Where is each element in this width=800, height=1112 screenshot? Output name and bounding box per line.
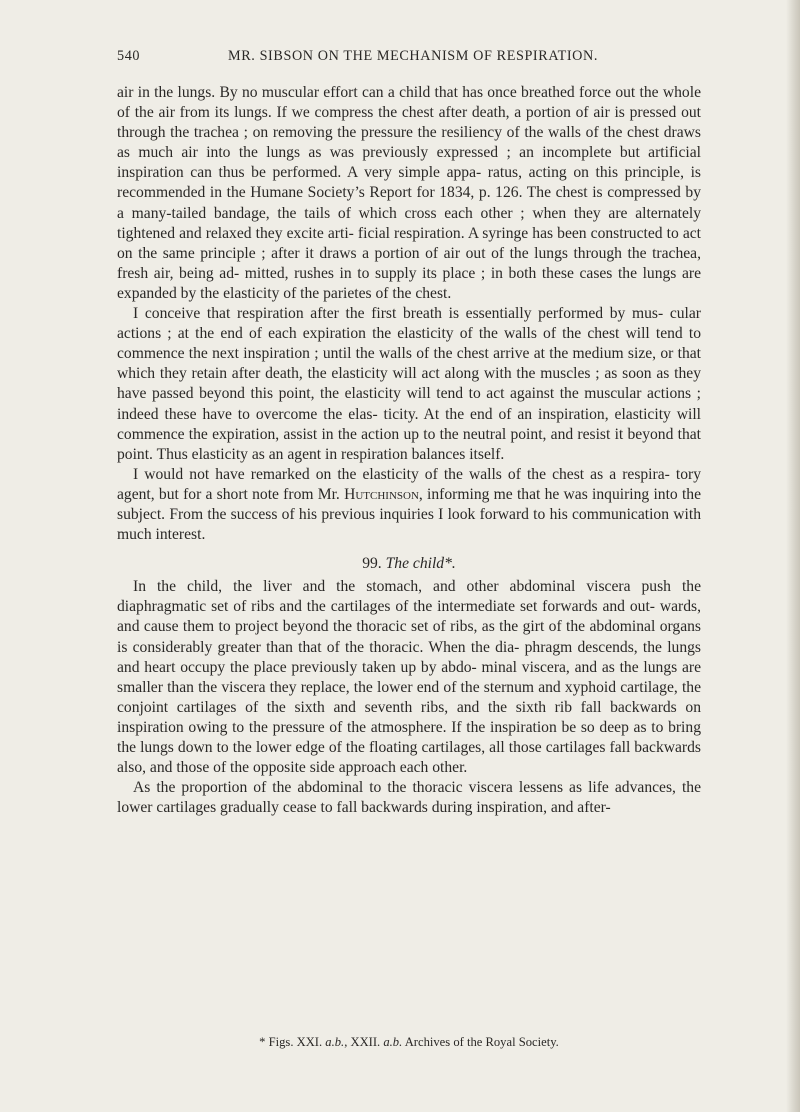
footnote-marker: * Figs. XXI. xyxy=(259,1035,326,1049)
page-number: 540 xyxy=(117,48,141,64)
paragraph: In the child, the liver and the stomach, and other abdominal viscera push the diaphragmatic set of ribs and the cartilages of the intermediate set forwards and out- wards, and cause them to project beyond the thoracic set of ribs, as the girt of the abdominal organs is considerably greater than that of the thoracic. When the dia- phragm descends, the lungs and heart occupy the place previously taken up by abdo- minal viscera, and as the lungs are smaller than the viscera they replace, the lower end of the sternum and xyphoid cartilage, the conjoint cartilages of the sixth and seventh ribs, and the sixth rib fall backwards on inspiration owing to the pressure of the atmosphere. If the inspiration be so deep as to bring the lungs down to the lower edge of the floating cartilages, all those cartilages fall backwards also, and those of the opposite side approach each other. xyxy=(117,578,701,777)
section-heading xyxy=(117,554,701,574)
footnote-ref: a.b. xyxy=(325,1035,345,1049)
body-text xyxy=(117,83,701,818)
page-edge-shadow xyxy=(786,0,800,1112)
paragraph: air in the lungs. By no muscular effort can a child that has once breathed force out the whole of the air from its lungs. If we compress the chest after death, a portion of air is pressed out through the trachea ; on removing the pressure the resiliency of the walls of the chest draws as much air into the lungs as was previously expressed ; an incomplete but artificial inspiration can thus be performed. A very simple appa- ratus, acting on this principle, is recommended in the Humane Society’s Report for 1834, p. 126. The chest is compressed by a many-tailed bandage, the tails of which cross each other ; when they are alternately tightened and relaxed they excite arti- ficial respiration. A syringe has been constructed to act on the same principle ; after it draws a portion of air out of the lungs through the trachea, fresh air, being ad- mitted, rushes in to supply its place ; in both these cases the lungs are expanded by the elasticity of the parietes of the chest. xyxy=(117,84,701,302)
section-number: 99. xyxy=(362,555,382,573)
page-header xyxy=(117,48,701,72)
author-name: Hutchinson xyxy=(344,485,419,503)
footnote-text: , XXII. xyxy=(344,1035,384,1049)
footnote-text: Archives of the Royal Society. xyxy=(402,1035,559,1049)
paragraph-text: , informing me that he was inquiring into the subject. From the success of his previous inquiries I look forward to his communication with much interest. xyxy=(117,485,701,544)
footnote-ref: a.b. xyxy=(383,1035,403,1049)
section-title: The child*. xyxy=(385,555,456,573)
paragraph-text: I would not have remarked on the elasticity of the walls of the chest as a respira- tory agent, but for a short note from Mr. xyxy=(117,465,701,503)
running-head: MR. SIBSON ON THE MECHANISM OF RESPIRATION. xyxy=(228,48,599,64)
paragraph xyxy=(117,465,701,545)
footnote xyxy=(117,1034,701,1050)
paragraph: I conceive that respiration after the first breath is essentially performed by mus- cular actions ; at the end of each expiration the elasticity of the walls of the chest will tend to commence the next inspiration ; until the walls of the chest arrive at the medium size, or that which they retain after death, the elasticity will act along with the muscles ; as soon as they have passed beyond this point, the elasticity will tend to act against the muscular actions ; indeed these have to overcome the elas- ticity. At the end of an inspiration, elasticity will commence the expiration, assist in the action up to the neutral point, and resist it beyond that point. Thus elasticity as an agent in respiration balances itself. xyxy=(117,305,701,463)
paragraph: As the proportion of the abdominal to the thoracic viscera lessens as life advances, the lower cartilages gradually cease to fall backwards during inspiration, and after- xyxy=(117,779,701,817)
